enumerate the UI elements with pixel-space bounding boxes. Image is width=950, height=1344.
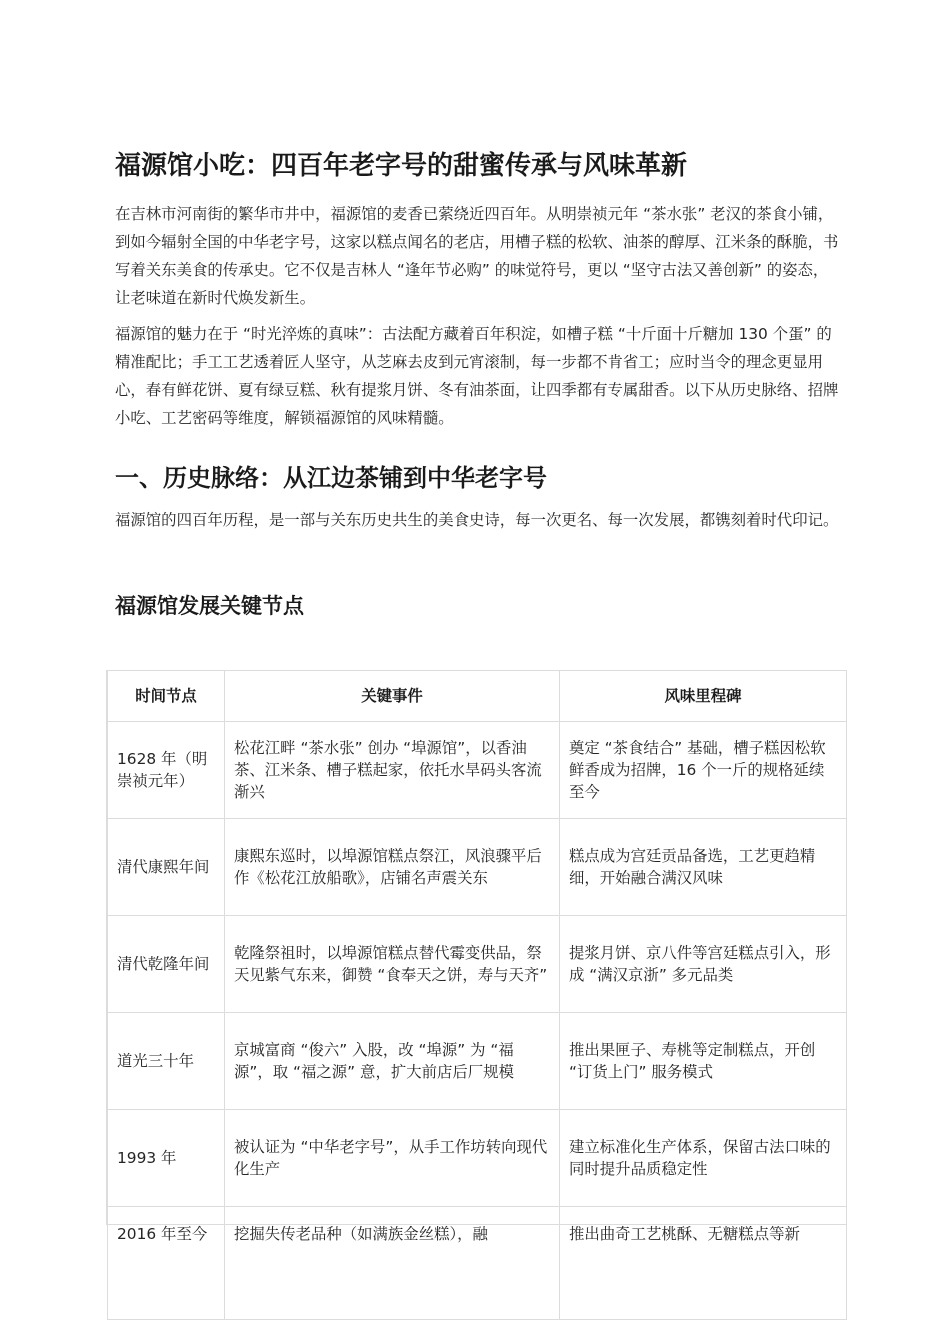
intro-paragraph-2: 福源馆的魅力在于 “时光淬炼的真味”：古法配方藏着百年积淀，如槽子糕 “十斤面十斤糖加 130 个蛋” 的精准配比；手工工艺透着匠人坚守，从芝麻去皮到元宵滚制，每一步都不肯省工；应时当令的理念更显用心，春有鲜花饼、夏有绿豆糕、秋有提浆月饼、冬有油茶面，让四季都有专属甜香。以下从历史脉络、招牌小吃、工艺密码等维度，解锁福源馆的风味精髓。 bbox=[115, 325, 839, 427]
header-milestone: 风味里程碑 bbox=[560, 671, 847, 722]
cell-milestone: 糕点成为宫廷贡品备选，工艺更趋精细，开始融合满汉风味 bbox=[560, 819, 847, 916]
table-row bbox=[108, 819, 847, 916]
cell-event: 被认证为 “中华老字号”，从手工作坊转向现代化生产 bbox=[225, 1110, 560, 1207]
cell-time: 清代乾隆年间 bbox=[108, 916, 225, 1013]
intro-paragraph-1: 在吉林市河南街的繁华市井中，福源馆的麦香已萦绕近四百年。从明崇祯元年 “茶水张” 老汉的茶食小铺，到如今辐射全国的中华老字号，这家以糕点闻名的老店，用槽子糕的松软、油茶的醇厚、江米条的酥脆，书写着关东美食的传承史。它不仅是吉林人 “逢年节必购” 的味觉符号，更以 “坚守古法又善创新” 的姿态，让老味道在新时代焕发新生。 bbox=[115, 205, 839, 307]
table-row bbox=[108, 1013, 847, 1110]
header-time: 时间节点 bbox=[108, 671, 225, 722]
cell-time: 2016 年至今 bbox=[108, 1207, 225, 1320]
cell-time: 1628 年（明崇祯元年） bbox=[108, 722, 225, 819]
table-row bbox=[108, 722, 847, 819]
cell-milestone: 建立标准化生产体系，保留古法口味的同时提升品质稳定性 bbox=[560, 1110, 847, 1207]
cell-milestone: 推出果匣子、寿桃等定制糕点，开创 “订货上门” 服务模式 bbox=[560, 1013, 847, 1110]
cell-milestone: 推出曲奇工艺桃酥、无糖糕点等新 bbox=[560, 1207, 847, 1320]
cell-event: 京城富商 “俊六” 入股，改 “埠源” 为 “福源”，取 “福之源” 意，扩大前店后厂规模 bbox=[225, 1013, 560, 1110]
table-row bbox=[108, 1110, 847, 1207]
table-row bbox=[108, 916, 847, 1013]
cell-time: 清代康熙年间 bbox=[108, 819, 225, 916]
cell-event: 康熙东巡时，以埠源馆糕点祭江，风浪骤平后作《松花江放船歌》，店铺名声震关东 bbox=[225, 819, 560, 916]
table-header-row bbox=[108, 671, 847, 722]
section-heading-history: 一、历史脉络：从江边茶铺到中华老字号 bbox=[115, 464, 547, 492]
cell-event: 乾隆祭祖时，以埠源馆糕点替代霉变供品，祭天见紫气东来，御赞 “食奉天之饼，寿与天齐” bbox=[225, 916, 560, 1013]
cell-time: 1993 年 bbox=[108, 1110, 225, 1207]
document-title: 福源馆小吃：四百年老字号的甜蜜传承与风味革新 bbox=[115, 151, 688, 181]
cell-time: 道光三十年 bbox=[108, 1013, 225, 1110]
cell-milestone: 提浆月饼、京八件等宫廷糕点引入，形成 “满汉京浙” 多元品类 bbox=[560, 916, 847, 1013]
milestones-table-container bbox=[106, 670, 847, 1243]
table-row bbox=[108, 1207, 847, 1320]
section-paragraph-history: 福源馆的四百年历程，是一部与关东历史共生的美食史诗，每一次更名、每一次发展，都镌刻着时代印记。 bbox=[115, 511, 839, 529]
table-subheading: 福源馆发展关键节点 bbox=[115, 594, 304, 618]
header-event: 关键事件 bbox=[225, 671, 560, 722]
cell-event: 松花江畔 “茶水张” 创办 “埠源馆”，以香油茶、江米条、槽子糕起家，依托水旱码头客流渐兴 bbox=[225, 722, 560, 819]
cell-event: 挖掘失传老品种（如满族金丝糕），融 bbox=[225, 1207, 560, 1320]
cell-milestone: 奠定 “茶食结合” 基础，槽子糕因松软鲜香成为招牌，16 个一斤的规格延续至今 bbox=[560, 722, 847, 819]
milestones-table bbox=[107, 670, 847, 1320]
